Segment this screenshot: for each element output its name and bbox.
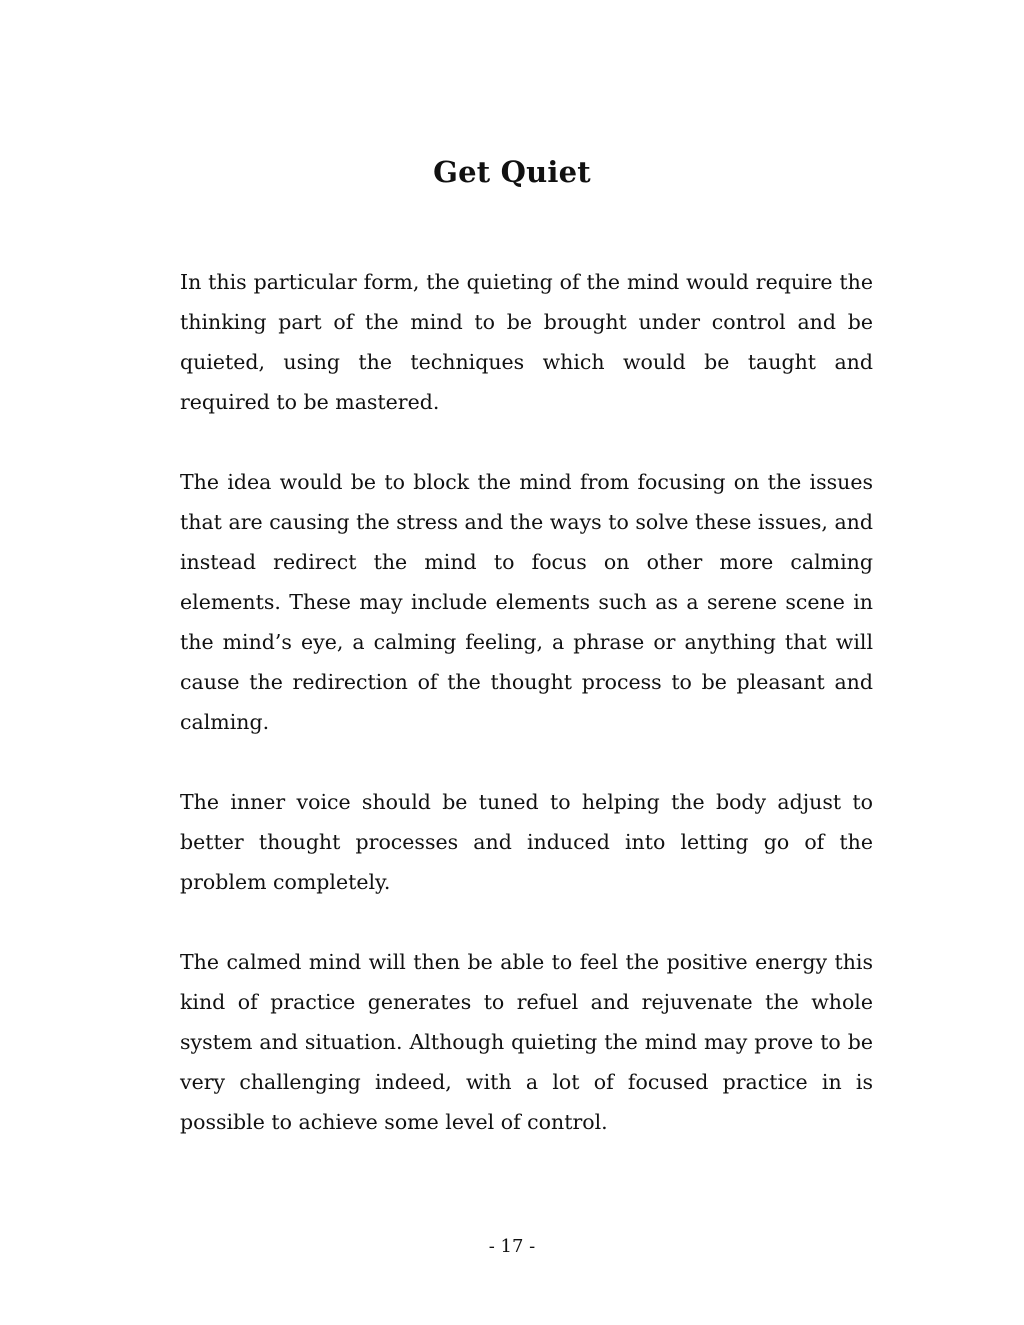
page-number: - 17 - — [488, 1236, 536, 1257]
paragraph-2: The idea would be to block the mind from focusing on the issues that are causing the stress and the ways to solve these issues, and instead redirect the mind to focus on other more calming elements. These may include elements such as a serene scene in the mind’s eye, a calming feeling, a phrase or anything that will cause the redirection of the thought process to be pleasant and calming. — [180, 470, 873, 734]
paragraph-4: The calmed mind will then be able to feel the positive energy this kind of practice generates to refuel and rejuvenate the whole system and situation. Although quieting the mind may prove to be very challenging indeed, with a lot of focused practice in is possible to achieve some level of control. — [180, 950, 873, 1134]
page-title: Get Quiet — [433, 155, 591, 189]
paragraph-3: The inner voice should be tuned to helping the body adjust to better thought processes and induced into letting go of the problem completely. — [180, 790, 873, 894]
paragraph-1: In this particular form, the quieting of the mind would require the thinking part of the mind to be brought under control and be quieted, using the techniques which would be taught and required to be mastered. — [180, 270, 873, 414]
body-text — [180, 262, 873, 1182]
